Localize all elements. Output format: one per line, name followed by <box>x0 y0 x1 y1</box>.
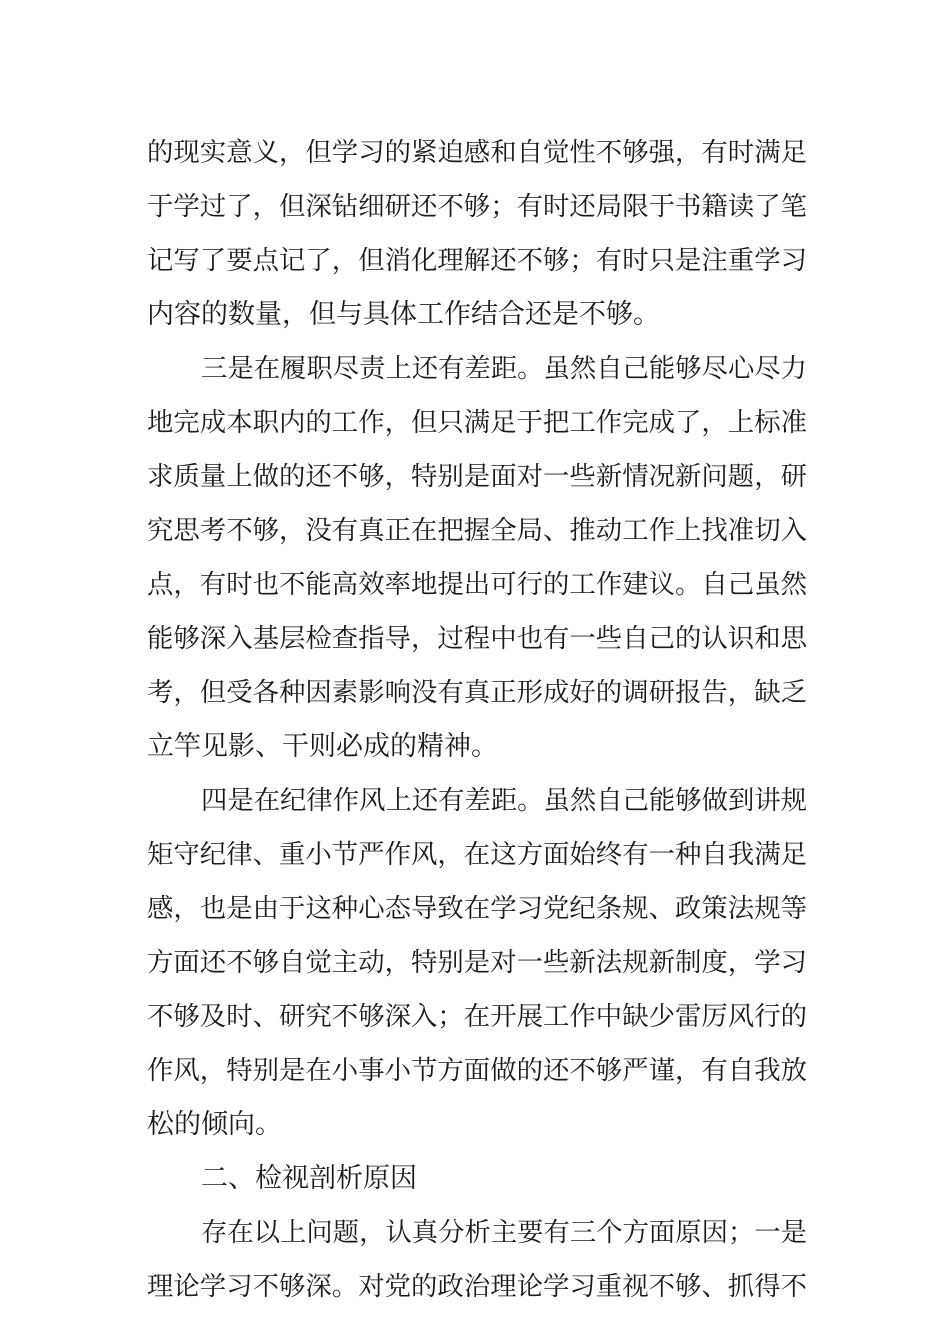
text-line: 作风，特别是在小事小节方面做的还不够严谨，有自我放 <box>147 1055 807 1086</box>
text-line: 点，有时也不能高效率地提出可行的工作建议。自己虽然 <box>147 569 807 600</box>
text-line: 矩守纪律、重小节严作风，在这方面始终有一种自我满足 <box>147 839 807 870</box>
text-line: 理论学习不够深。对党的政治理论学习重视不够、抓得不 <box>147 1271 807 1302</box>
text-line: 记写了要点记了，但消化理解还不够；有时只是注重学习 <box>147 245 807 276</box>
text-line: 松的倾向。 <box>147 1109 282 1140</box>
text-line: 能够深入基层检查指导，过程中也有一些自己的认识和思 <box>147 623 807 654</box>
text-line: 内容的数量，但与具体工作结合还是不够。 <box>147 299 660 330</box>
text-line: 地完成本职内的工作，但只满足于把工作完成了，上标准 <box>147 407 807 438</box>
text-line: 方面还不够自觉主动，特别是对一些新法规新制度，学习 <box>147 947 807 978</box>
section-heading: 二、检视剖析原因 <box>201 1163 417 1194</box>
text-line: 于学过了，但深钻细研还不够；有时还局限于书籍读了笔 <box>147 191 807 222</box>
text-line: 感，也是由于这种心态导致在学习党纪条规、政策法规等 <box>147 893 807 924</box>
text-line: 立竿见影、干则必成的精神。 <box>147 731 498 762</box>
text-line: 的现实意义，但学习的紧迫感和自觉性不够强，有时满足 <box>147 137 807 168</box>
text-line: 究思考不够，没有真正在把握全局、推动工作上找准切入 <box>147 515 807 546</box>
paragraph-start-line: 存在以上问题，认真分析主要有三个方面原因；一是 <box>201 1218 807 1248</box>
text-line: 不够及时、研究不够深入；在开展工作中缺少雷厉风行的 <box>147 1001 807 1032</box>
paragraph-start-line: 四是在纪律作风上还有差距。虽然自己能够做到讲规 <box>201 786 807 816</box>
text-line: 考，但受各种因素影响没有真正形成好的调研报告，缺乏 <box>147 677 807 708</box>
paragraph-start-line: 三是在履职尽责上还有差距。虽然自己能够尽心尽力 <box>201 354 807 384</box>
text-line: 求质量上做的还不够，特别是面对一些新情况新问题，研 <box>147 461 807 492</box>
